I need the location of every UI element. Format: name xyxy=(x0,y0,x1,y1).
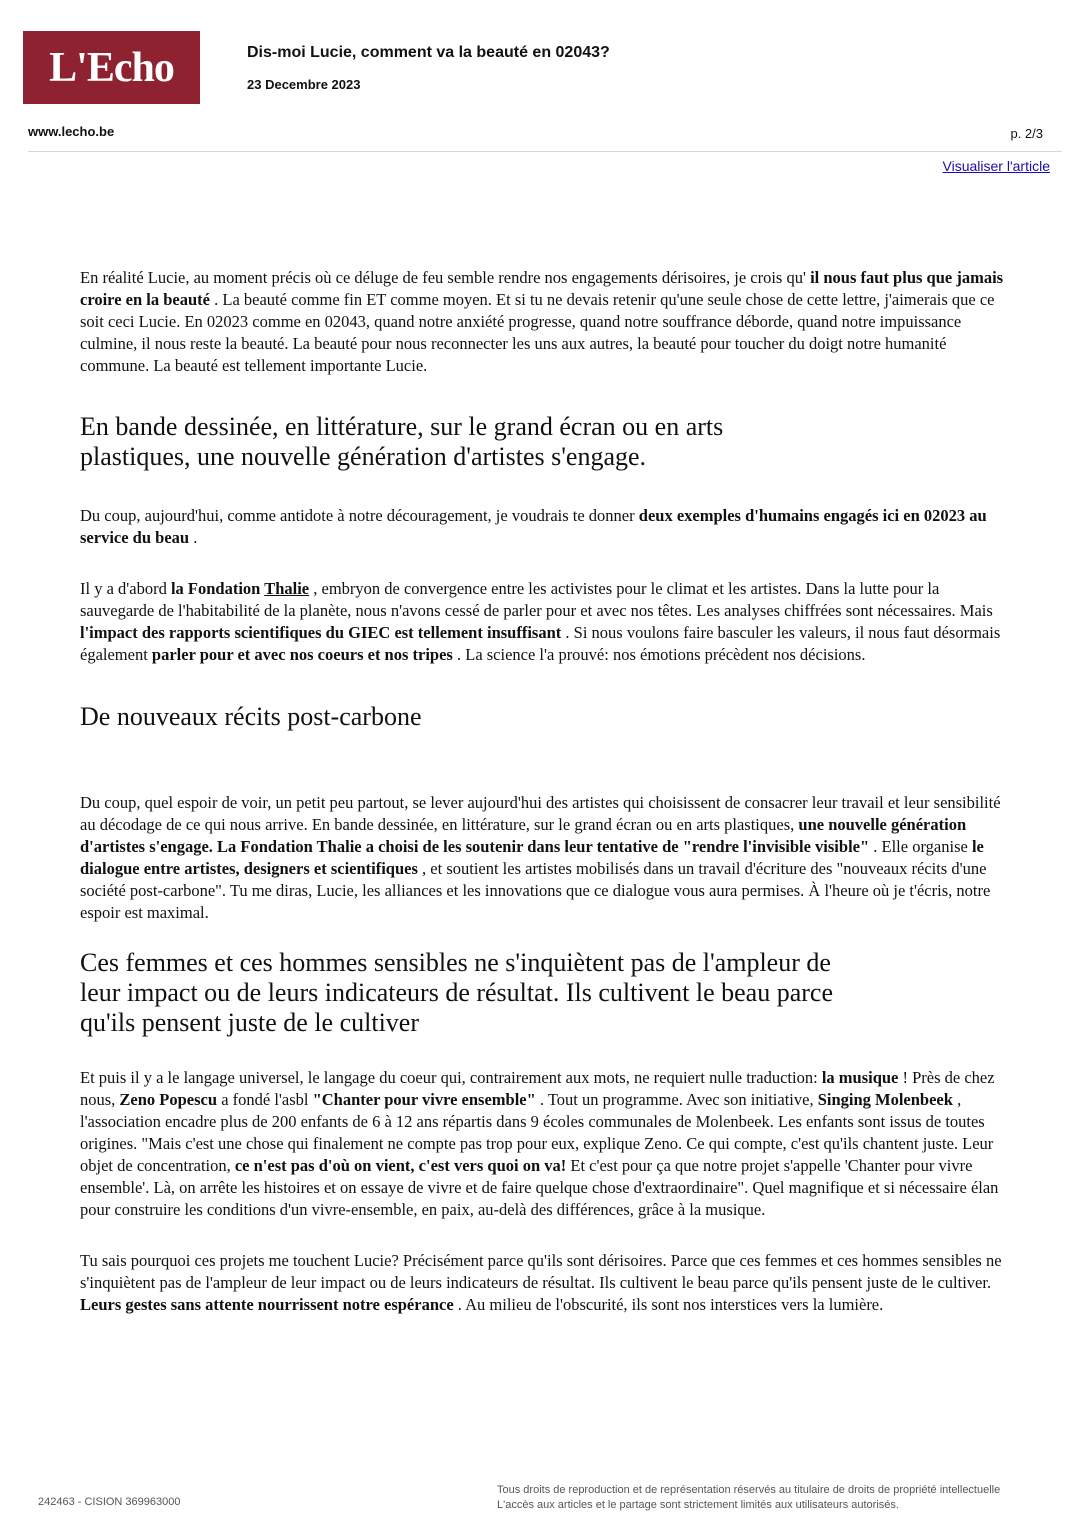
subheading-1: En bande dessinée, en littérature, sur le grand écran ou en arts plastiques, une nouvelle génération d'artistes s'engage. xyxy=(80,412,724,471)
article-title: Dis-moi Lucie, comment va la beauté en 02043? xyxy=(247,44,610,61)
bold-text: ce n'est pas d'où on vient, c'est vers quoi on va! xyxy=(234,1156,567,1175)
text: , embryon de convergence entre les activistes pour le climat et les artistes. Dans la lutte pour la sauvegarde de l'habitabilité de la planète, nous n'avons cessé de parler pour et avec nos têtes. Les analyses chiffrées sont nécessaires. Mais xyxy=(80,579,993,620)
text: a fondé l'asbl xyxy=(217,1090,313,1109)
thalie-link[interactable]: Thalie xyxy=(264,579,310,598)
bold-text: "Chanter pour vivre ensemble" xyxy=(312,1090,536,1109)
paragraph-4 xyxy=(80,792,1010,924)
paragraph-3 xyxy=(80,578,1010,666)
text: . xyxy=(189,528,198,547)
lecho-logo xyxy=(23,31,200,104)
site-url: www.lecho.be xyxy=(28,124,115,139)
view-article-link[interactable]: Visualiser l'article xyxy=(942,158,1050,174)
article-body xyxy=(80,267,1010,1316)
bold-text: il nous faut plus que jamais croire en la beauté xyxy=(80,268,1004,309)
logo-text: L'Echo xyxy=(49,44,174,91)
text: En réalité Lucie, au moment précis où ce déluge de feu semble rendre nos engagements dérisoires, je crois qu' xyxy=(80,268,811,287)
bold-text: deux exemples d'humains engagés ici en 02023 au service du beau xyxy=(80,506,987,547)
rights-line-1: Tous droits de reproduction et de représentation réservés au titulaire de droits de propriété intellectuelle xyxy=(497,1484,1001,1496)
header-divider xyxy=(28,151,1062,152)
text: . La science l'a prouvé: nos émotions précèdent nos décisions. xyxy=(452,645,866,664)
bold-text: parler pour et avec nos coeurs et nos tripes xyxy=(151,645,453,664)
subheading-3: Ces femmes et ces hommes sensibles ne s'inquiètent pas de l'ampleur de leur impact ou de leurs indicateurs de résultat. Ils cultivent le beau parce qu'ils pensent juste de le cultiver xyxy=(80,948,833,1037)
paragraph-2 xyxy=(80,505,1010,549)
bold-text: Leurs gestes sans attente nourrissent notre espérance xyxy=(80,1295,454,1314)
text: . Elle organise xyxy=(869,837,972,856)
bold-text: la Fondation xyxy=(170,579,265,598)
bold-text: une nouvelle génération d'artistes s'engage. La Fondation Thalie a choisi de les soutenir dans leur tentative de "rendre l'invisible visible" xyxy=(80,815,967,856)
bold-text: le dialogue entre artistes, designers et scientifiques xyxy=(80,837,984,878)
rights-notice xyxy=(497,1483,1000,1513)
document-id: 242463 - CISION 369963000 xyxy=(38,1496,181,1508)
text: . Tout un programme. Avec son initiative, xyxy=(535,1090,818,1109)
paragraph-1 xyxy=(80,267,1010,377)
text: Du coup, aujourd'hui, comme antidote à notre découragement, je voudrais te donner xyxy=(80,506,639,525)
text: Tu sais pourquoi ces projets me touchent Lucie? Précisément parce qu'ils sont dérisoires. Parce que ces femmes et ces hommes sensibles ne s'inquiètent pas de l'ampleur de leur impact ou de leurs indicateurs de résultat. Ils cultivent le beau parce qu'ils pensent juste de le cultiver. xyxy=(80,1251,1002,1292)
text: , et soutient les artistes mobilisés dans un travail d'écriture des "nouveaux récits d'une société post-carbone". Tu me diras, Lucie, les alliances et les innovations que ce dialogue vous aura permises. À l'heure où je t'écris, notre espoir est maximal. xyxy=(80,859,991,922)
text: . Au milieu de l'obscurité, ils sont nos interstices vers la lumière. xyxy=(453,1295,884,1314)
text: Et puis il y a le langage universel, le langage du coeur qui, contrairement aux mots, ne requiert nulle traduction: xyxy=(80,1068,822,1087)
text: Il y a d'abord xyxy=(80,579,171,598)
subheading-2: De nouveaux récits post-carbone xyxy=(80,702,422,731)
paragraph-5 xyxy=(80,1067,1010,1221)
bold-text: l'impact des rapports scientifiques du GIEC est tellement insuffisant xyxy=(80,623,562,642)
page-number: p. 2/3 xyxy=(1010,126,1043,141)
paragraph-6 xyxy=(80,1250,1010,1316)
bold-text: la musique xyxy=(821,1068,899,1087)
text: ! Près de chez nous, xyxy=(80,1068,995,1109)
article-date: 23 Decembre 2023 xyxy=(247,77,361,92)
text: . Si nous voulons faire basculer les valeurs, il nous faut désormais également xyxy=(80,623,1001,664)
text: . La beauté comme fin ET comme moyen. Et si tu ne devais retenir qu'une seule chose de cette lettre, j'aimerais que ce soit ceci Lucie. En 02023 comme en 02043, quand notre anxiété progresse, quand notre souffrance déborde, quand notre impuissance culmine, il nous reste la beauté. La beauté pour nous reconnecter les uns aux autres, la beauté pour toucher du doigt notre humanité commune. La beauté est tellement importante Lucie. xyxy=(80,290,995,375)
text: Du coup, quel espoir de voir, un petit peu partout, se lever aujourd'hui des artistes qui choisissent de consacrer leur travail et leur sensibilité au décodage de ce qui nous arrive. En bande dessinée, en littérature, sur le grand écran ou en arts plastiques, xyxy=(80,793,1001,834)
text: , l'association encadre plus de 200 enfants de 6 à 12 ans répartis dans 9 écoles communales de Molenbeek. Les enfants sont issus de toutes origines. "Mais c'est une chose qui finalement ne compte pas trop pour eux, explique Zeno. Ce qui compte, c'est qu'ils chantent juste. Leur objet de concentration, xyxy=(80,1090,994,1175)
text: Et c'est pour ça que notre projet s'appelle 'Chanter pour vivre ensemble'. Là, on arrête les histoires et on essaye de vivre et de faire quelque chose d'extraordinaire". Quel magnifique et si nécessaire élan pour construire les conditions d'un vivre-ensemble, en paix, au-delà des différences, grâce à la musique. xyxy=(80,1156,999,1219)
bold-text: Zeno Popescu xyxy=(119,1090,218,1109)
bold-text: Singing Molenbeek xyxy=(817,1090,953,1109)
rights-line-2: L'accès aux articles et le partage sont strictement limités aux utilisateurs autorisés. xyxy=(497,1499,899,1511)
